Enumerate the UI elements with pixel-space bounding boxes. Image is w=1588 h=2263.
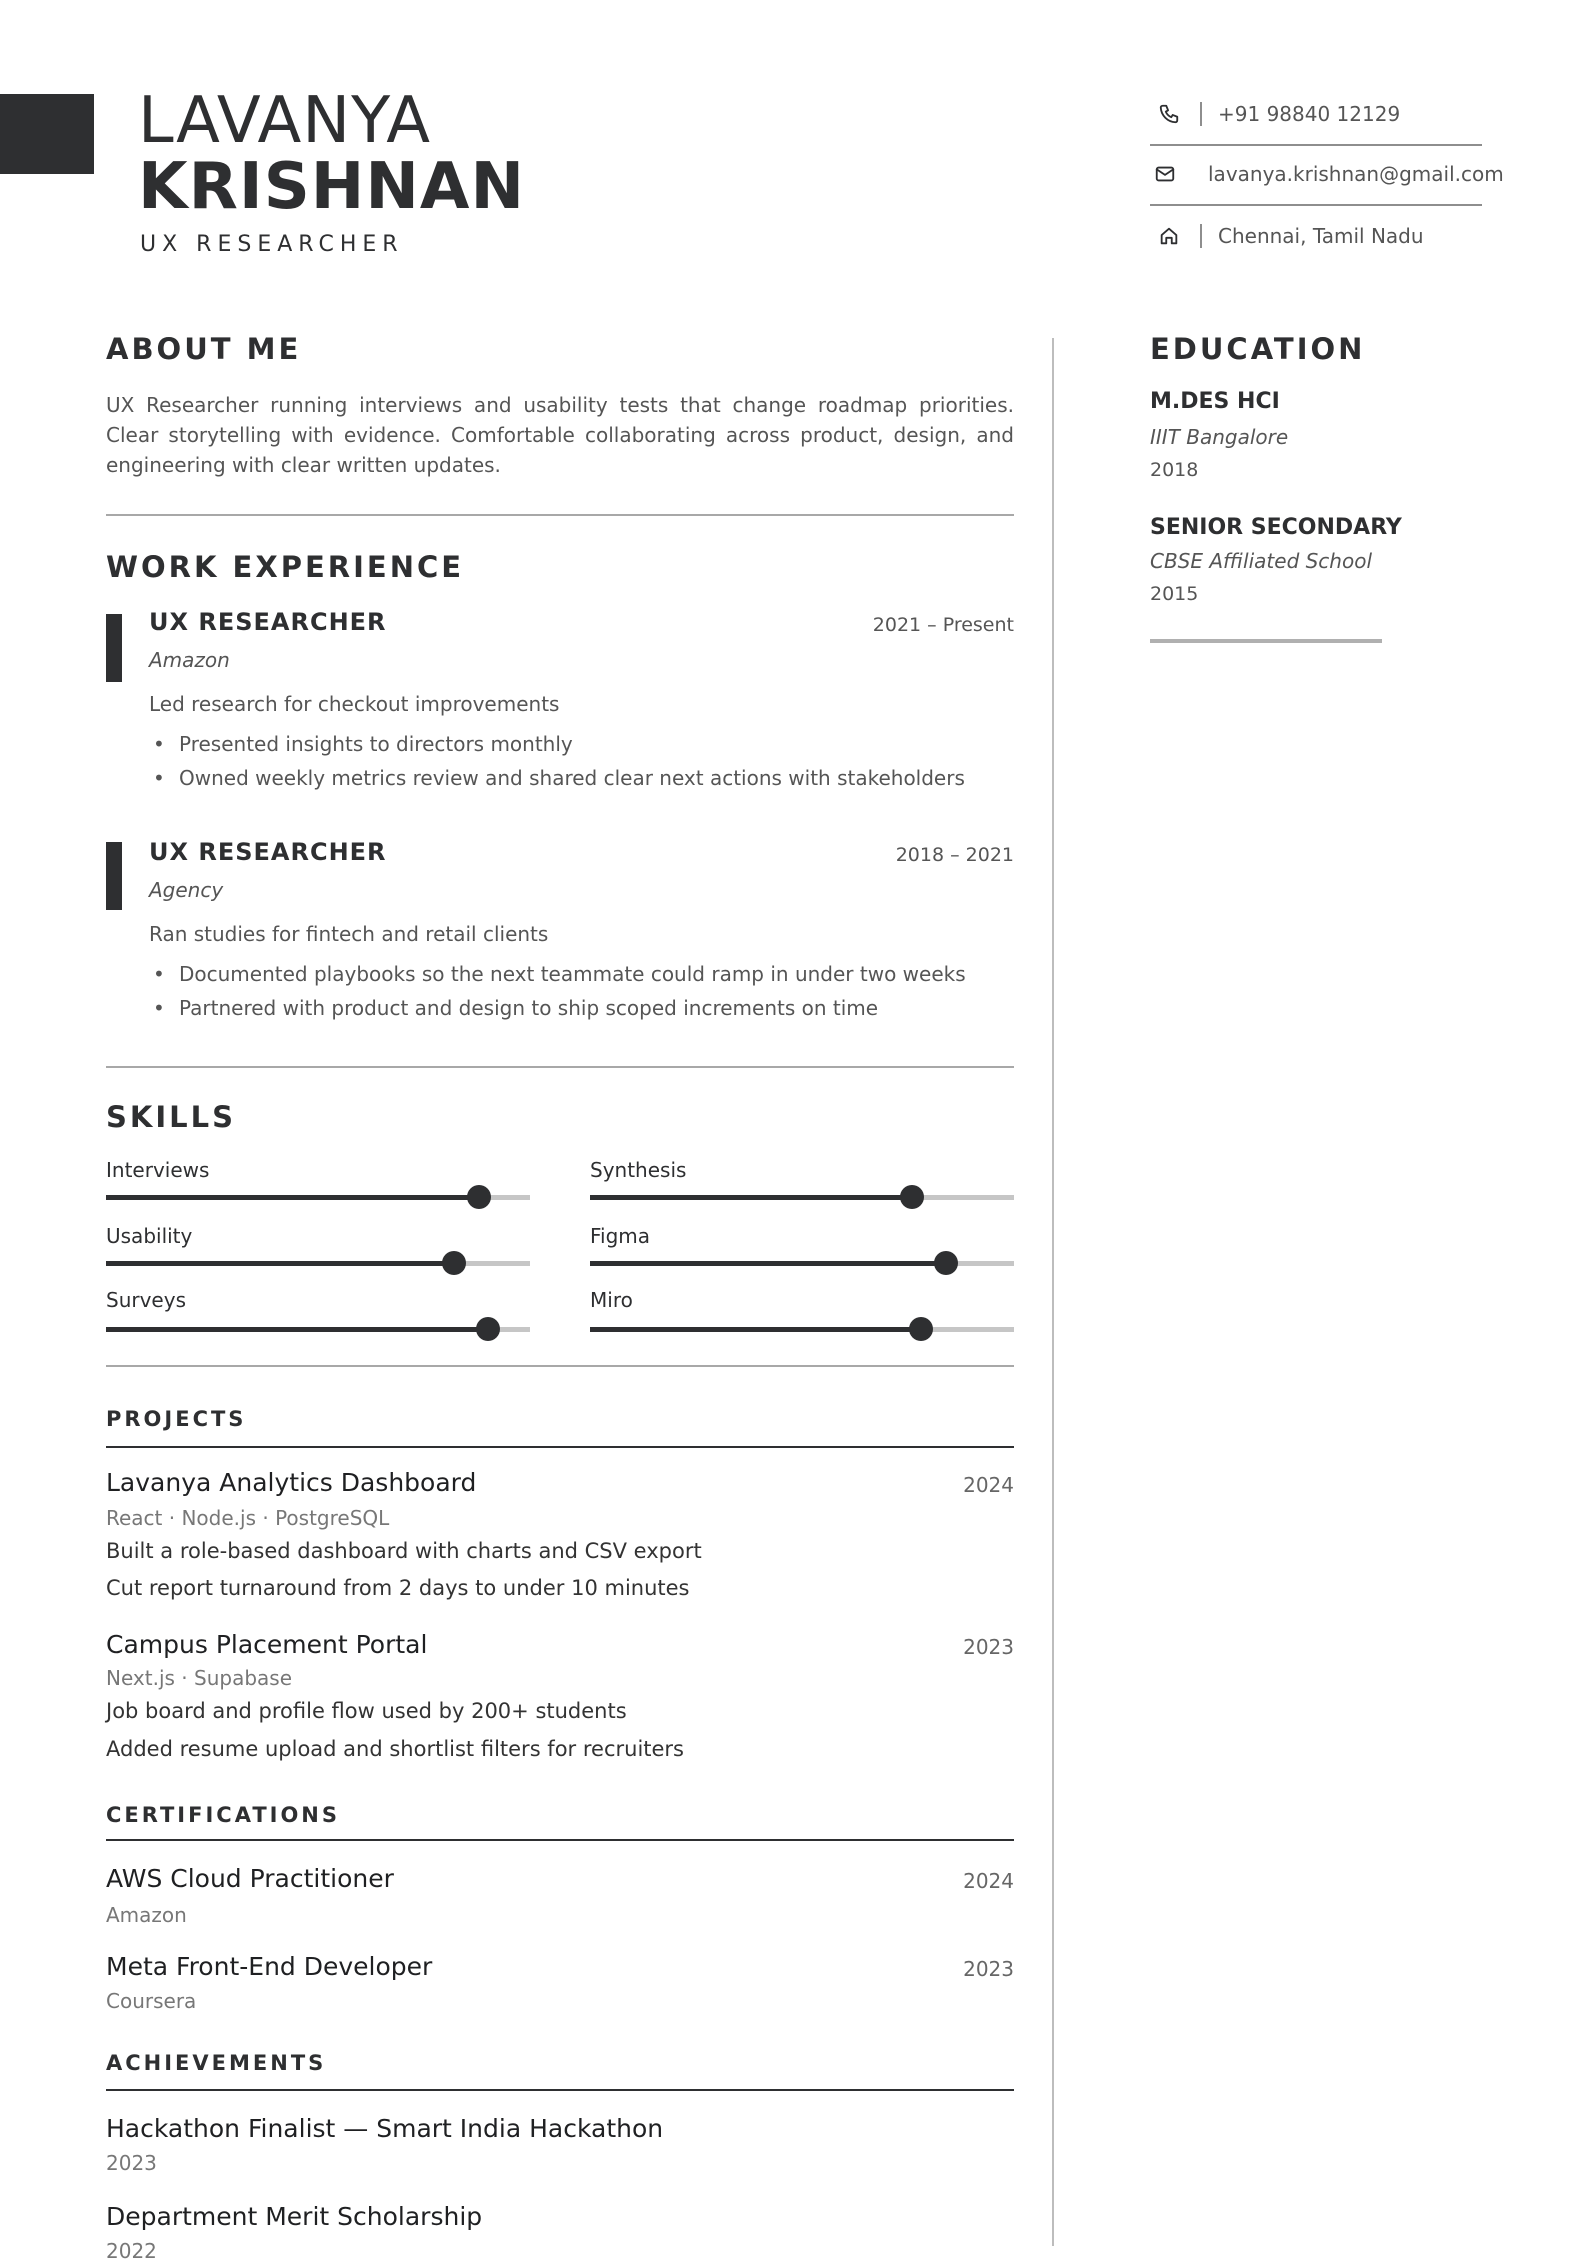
achievement-year: 2022	[106, 2239, 157, 2263]
education-divider	[1150, 639, 1382, 643]
skill-meter	[590, 1261, 1014, 1266]
section-divider	[106, 514, 1014, 516]
job-bullet: • Owned weekly metrics review and shared clear next actions with stakeholders	[179, 766, 965, 790]
job-dates: 2018 – 2021	[895, 844, 1014, 866]
section-heading-rule	[106, 2089, 1014, 2091]
skill-meter-fill	[590, 1195, 912, 1200]
job-bullet: • Documented playbooks so the next teammate could ramp in under two weeks	[179, 962, 966, 986]
certification-issuer: Amazon	[106, 1903, 187, 1927]
location: Chennai, Tamil Nadu	[1218, 224, 1424, 248]
project-year: 2024	[963, 1473, 1014, 1497]
contact-separator	[1200, 224, 1202, 248]
skill-meter	[106, 1195, 530, 1200]
skill-meter	[106, 1261, 530, 1266]
education-degree: M.DES HCI	[1150, 389, 1280, 414]
job-title: UX RESEARCHER	[149, 608, 387, 636]
skill-meter-fill	[106, 1195, 479, 1200]
skill-meter-fill	[106, 1327, 488, 1332]
last-name: KRISHNAN	[138, 150, 525, 224]
section-divider	[106, 1365, 1014, 1367]
education-school: CBSE Affiliated School	[1150, 549, 1373, 573]
project-title: Lavanya Analytics Dashboard	[106, 1468, 477, 1497]
skill-meter-knob	[909, 1317, 933, 1341]
skill-label: Surveys	[106, 1288, 186, 1312]
skill-meter-fill	[106, 1261, 454, 1266]
job-company: Agency	[149, 878, 224, 902]
skill-label: Synthesis	[590, 1158, 687, 1182]
skill-meter-fill	[590, 1327, 921, 1332]
section-heading-rule	[106, 1839, 1014, 1841]
job-dates: 2021 – Present	[872, 614, 1014, 636]
contact-phone-row	[1150, 84, 1482, 146]
project-detail: Job board and profile flow used by 200+ students	[106, 1699, 627, 1723]
project-stack: React · Node.js · PostgreSQL	[106, 1506, 390, 1530]
project-title: Campus Placement Portal	[106, 1630, 428, 1659]
skill-meter	[590, 1195, 1014, 1200]
achievement-year: 2023	[106, 2151, 157, 2175]
education-degree: SENIOR SECONDARY	[1150, 515, 1402, 540]
skill-meter-knob	[467, 1185, 491, 1209]
achievements-heading: ACHIEVEMENTS	[106, 2051, 327, 2075]
contact-location-row	[1150, 206, 1482, 266]
contact-separator	[1200, 102, 1202, 126]
job-bullet: • Presented insights to directors monthly	[179, 732, 573, 756]
education-year: 2015	[1150, 583, 1199, 605]
section-divider	[106, 1066, 1014, 1068]
job-company: Amazon	[149, 648, 230, 672]
skill-label: Usability	[106, 1224, 193, 1248]
work-experience-heading: WORK EXPERIENCE	[106, 550, 465, 584]
email-address[interactable]: lavanya.krishnan@gmail.com	[1208, 162, 1504, 186]
education-heading: EDUCATION	[1150, 332, 1366, 366]
education-school: IIIT Bangalore	[1150, 425, 1289, 449]
skills-heading: SKILLS	[106, 1100, 236, 1134]
job-accent-bar	[106, 842, 122, 910]
job-role: UX RESEARCHER	[140, 232, 404, 257]
skill-label: Interviews	[106, 1158, 210, 1182]
header-accent-block	[0, 94, 94, 174]
certification-title: AWS Cloud Practitioner	[106, 1864, 394, 1893]
job-bullet: • Partnered with product and design to ship scoped increments on time	[179, 996, 878, 1020]
job-title: UX RESEARCHER	[149, 838, 387, 866]
certification-year: 2024	[963, 1869, 1014, 1893]
mail-icon	[1154, 159, 1176, 189]
skill-meter-knob	[442, 1251, 466, 1275]
skill-label: Miro	[590, 1288, 633, 1312]
phone-number[interactable]: +91 98840 12129	[1218, 102, 1401, 126]
phone-icon	[1154, 99, 1184, 129]
projects-heading: PROJECTS	[106, 1407, 247, 1431]
skill-meter	[106, 1327, 530, 1332]
achievement-title: Department Merit Scholarship	[106, 2202, 483, 2231]
skill-meter-knob	[900, 1185, 924, 1209]
skill-meter-knob	[476, 1317, 500, 1341]
project-detail: Cut report turnaround from 2 days to under 10 minutes	[106, 1576, 690, 1600]
job-accent-bar	[106, 614, 122, 682]
job-description: Ran studies for fintech and retail clients	[149, 922, 549, 946]
certification-year: 2023	[963, 1957, 1014, 1981]
project-year: 2023	[963, 1635, 1014, 1659]
skill-label: Figma	[590, 1224, 651, 1248]
certification-title: Meta Front-End Developer	[106, 1952, 433, 1981]
home-icon	[1154, 221, 1184, 251]
skill-meter	[590, 1327, 1014, 1332]
project-stack: Next.js · Supabase	[106, 1666, 292, 1690]
section-heading-rule	[106, 1446, 1014, 1448]
skill-meter-fill	[590, 1261, 946, 1266]
project-detail: Added resume upload and shortlist filters for recruiters	[106, 1737, 685, 1761]
column-divider	[1052, 338, 1054, 2246]
skill-meter-knob	[934, 1251, 958, 1275]
job-description: Led research for checkout improvements	[149, 692, 560, 716]
project-detail: Built a role-based dashboard with charts and CSV export	[106, 1539, 702, 1563]
first-name: LAVANYA	[138, 84, 432, 158]
about-heading: ABOUT ME	[106, 332, 302, 366]
contact-email-row	[1150, 144, 1504, 206]
certification-issuer: Coursera	[106, 1989, 197, 2013]
about-text: UX Researcher running interviews and usability tests that change roadmap priorities. Clear storytelling with evidence. Comfortable collaborating across product, design, and engineering with clear written updates.	[106, 393, 1014, 477]
achievement-title: Hackathon Finalist — Smart India Hackathon	[106, 2114, 664, 2143]
education-year: 2018	[1150, 459, 1199, 481]
certifications-heading: CERTIFICATIONS	[106, 1803, 341, 1827]
